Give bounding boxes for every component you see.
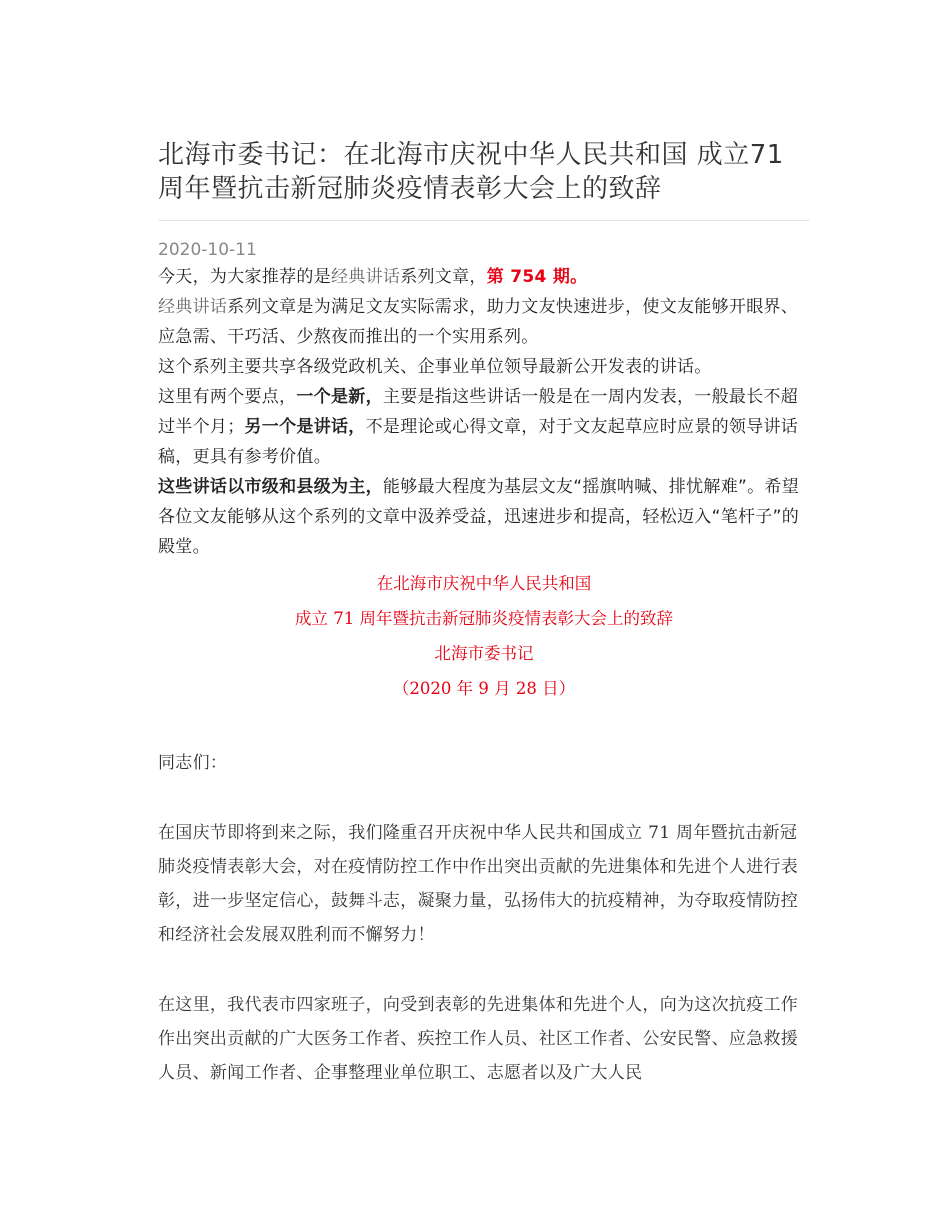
speech-greeting: 同志们： <box>158 753 228 773</box>
speech-date: （2020 年 9 月 28 日） <box>392 679 576 698</box>
speech-title-line-2: 成立 71 周年暨抗击新冠肺炎疫情表彰大会上的致辞 <box>295 609 673 628</box>
series-name: 经典讲话 <box>158 297 228 317</box>
intro-text: 主要是指这些讲话一般是在一周内发表，一般最长不超过半个月； <box>158 387 799 437</box>
article-date: 2020-10-11 <box>158 240 257 260</box>
key-point-2: 另一个是讲话， <box>244 417 366 437</box>
speech-header <box>158 566 810 706</box>
intro-text: 这里有两个要点， <box>158 387 297 407</box>
intro-paragraph-3: 这个系列主要共享各级党政机关、企事业单位领导最新公开发表的讲话。 <box>158 357 712 377</box>
speech-paragraph-2: 在这里，我代表市四家班子，向受到表彰的先进集体和先进个人，向为这次抗疫工作作出突出贡献的广大医务工作者、疾控工作人员、社区工作者、公安民警、应急救援人员、新闻工作者、企事整理业单位职工、志愿者以及广大人民 <box>158 995 799 1083</box>
intro-text: 今天，为大家推荐的是 <box>158 267 331 287</box>
intro-paragraph-2 <box>158 292 810 352</box>
key-point-1: 一个是新， <box>296 387 383 407</box>
speech-paragraph-1: 在国庆节即将到来之际，我们隆重召开庆祝中华人民共和国成立 71 周年暨抗击新冠肺炎疫情表彰大会，对在疫情防控工作中作出突出贡献的先进集体和先进个人进行表彰，进一步坚定信心，鼓舞斗志，凝聚力量，弘扬伟大的抗疫精神，为夺取疫情防控和经济社会发展双胜利而不懈努力！ <box>158 823 799 945</box>
intro-paragraph-4 <box>158 382 810 472</box>
issue-number: 第 754 期。 <box>486 267 588 287</box>
article-title: 北海市委书记：在北海市庆祝中华人民共和国 成立71周年暨抗击新冠肺炎疫情表彰大会上的致辞 <box>158 138 810 221</box>
intro-text: 能够最大程度为基层文友“摇旗呐喊、排忧解难”。希望各位文友能够从这个系列的文章中汲养受益，迅速进步和提高，轻松迈入“笔杆子”的殿堂。 <box>158 477 800 557</box>
article <box>158 138 810 1090</box>
speech-speaker: 北海市委书记 <box>434 644 534 663</box>
series-name: 经典讲话 <box>331 267 401 287</box>
intro-paragraph-5 <box>158 472 810 562</box>
intro-text: 系列文章是为满足文友实际需求，助力文友快速进步，使文友能够开眼界、应急需、干巧活、少熬夜而推出的一个实用系列。 <box>158 297 799 347</box>
intro-text: 系列文章， <box>400 267 487 287</box>
intro-paragraph-1 <box>158 262 810 292</box>
intro-text: 不是理论或心得文章，对于文友起草应时应景的领导讲话稿，更具有参考价值。 <box>158 417 799 467</box>
key-point-3: 这些讲话以市级和县级为主， <box>158 477 383 497</box>
speech-title-line-1: 在北海市庆祝中华人民共和国 <box>376 574 592 593</box>
